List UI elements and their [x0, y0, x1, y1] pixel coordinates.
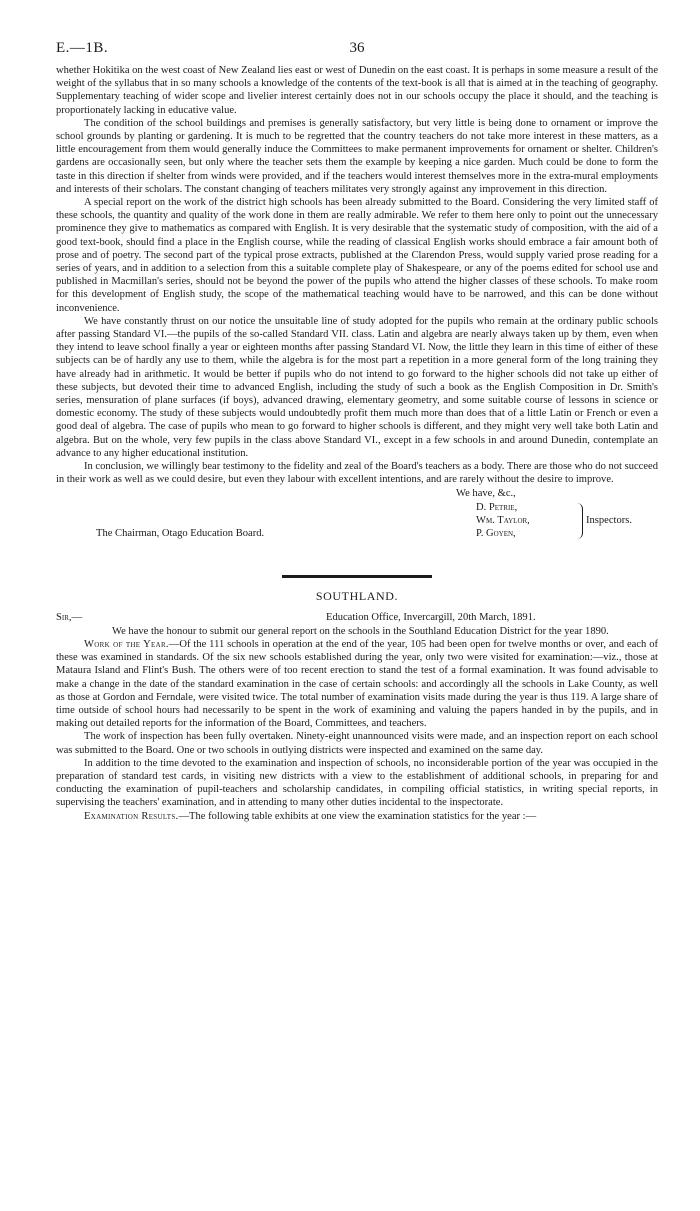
signatory-petrie: D. Petrie, [476, 501, 518, 513]
paragraph-intro: We have the honour to submit our general report on the schools in the Southland Education District for the year 1890. [112, 625, 609, 637]
signature-block [56, 487, 658, 567]
exam-results-text: —The following table exhibits at one view the examination statistics for the year :— [178, 810, 537, 822]
addressee: The Chairman, Otago Education Board. [96, 527, 265, 539]
paragraph-inspection: The work of inspection has been fully overtaken. Ninety-eight unannounced visits were made, and an inspection report on each school was submitted to the Board. One or two schools in outlying districts were inspected and examined on the same day. [56, 731, 658, 756]
heading-exam-results: Examination Results. [84, 810, 179, 822]
paragraph-standard-seven: We have constantly thrust on our notice the unsuitable line of study adopted for the pupils who remain at the ordinary public schools after passing Standard VI.—the pupils of the so-called Standard VII. class. Latin and algebra are nearly always taken up by them, even when they intend to leave school finally a year or eighteen months after passing Standard VI. Now, the little they learn in this time of either of these subjects can be of hardly any use to them, while the algebra is for the most part a repetition in a more general form of the long training they have already had in arithmetic. It would be better if pupils who do not intend to go forward to the higher schools did not take up either of these subjects, but devoted their time to advanced English, including the study of such a book as the English Composition in Dr. Smith's series, mensuration of plane surfaces (if boys), advanced drawing, elementary geometry, and some suitable course of lessons in science or domestic economy. The study of these subjects would undoubtedly profit them much more than does that of a little Latin or French or even a good deal of algebra. The case of pupils who mean to go forward to higher schools is different, and they might very well take both Latin and algebra. But on the whole, very few pupils in the class above Standard VI., except in a few schools in and around Dunedin, contemplate an advance to any higher educational institution. [56, 315, 658, 459]
brace-symbol [576, 503, 583, 539]
paragraph-conclusion: In conclusion, we willingly bear testimony to the fidelity and zeal of the Board's teachers as a body. There are those who do not succeed in their work as well as we could desire, but even they labour with excellent intentions, and are rarely without the desire to improve. [56, 461, 658, 486]
paragraph-school-buildings: The condition of the school buildings and premises is generally satisfactory, but very little is being done to ornament or improve the school grounds by planting or gardening. It is much to be regretted that the country teachers do not take more interest in these matters, as a little encouragement from them would generally induce the Committees to make permanent improvements for ornament or shelter. Children's gardens are occasionally seen, but only where the teacher sets them the example by keeping a nice garden. Much could be done to form the taste in this direction if shelter from winds were provided, and if the teachers would interest themselves more in the extra-mural employments and interests of their scholars. The constant changing of teachers militates very strongly against any improvement in this direction. [56, 117, 658, 195]
work-of-year-text: —Of the 111 schools in operation at the end of the year, 105 had been open for twelve months or over, and each of these was examined in standards. Of the six new schools established during the year, only two were visited for examination:—viz., those at Mataura Island and Flint's Bush. The others were of too recent erection to stand the test of a formal examination. It was found advisable to make a change in the date of the standard examination in the case of certain schools: and accordingly all the schools in Lake County, as well as those at Gordon and Ferndale, were visited twice. The total number of examination visits made during the year is thus 119. A large share of time outside of school hours had necessarily to be spent in the work of examining and valuing the papers handed in by the pupils, and in making out detailed reports for the information of the Board, Committees, and teachers. [56, 638, 658, 730]
section-divider [282, 575, 432, 578]
signatory-goyen: P. Goyen, [476, 527, 516, 539]
paragraph-district-high-schools: A special report on the work of the district high schools has been already submitted to the Board. Considering the very limited staff of these schools, the quantity and quality of the work done in them are really admirable. We refer to them here only to point out the unnecessary prominence they give to mathematics as compared with English. It is very desirable that the systematic study of composition, with the aid of a good text-book, should find a place in the English course, while the reading of classical English works should embrace a fair amount both of prose and of poetry. The second part of the typical prose extracts, published at the Clarendon Press, would supply varied prose reading for a series of years, and in addition to a selection from this a suitable complete play of Shakespeare, or any of the poems edited for school use and published in Macmillan's series, should not be beyond the power of the pupils who attend the higher classes of these schools. To make room for this development of English study, the scope of the mathematical teaching would have to be narrowed, and this can be done without inconvenience. [56, 197, 658, 314]
paragraph-geography: whether Hokitika on the west coast of New Zealand lies east or west of Dunedin on the east coast. It is perhaps in some measure a result of the weight of the syllabus that in so many schools a knowledge of the contents of the text-book is all that is aimed at in the teaching of geography. Supplementary teaching of wider scope and livelier interest certainly does not in our schools occupy the place it should, and the teaching is proportionately lacking in educative value. [56, 65, 658, 116]
heading-work-of-year: Work of the Year. [84, 638, 169, 650]
paragraph-work-of-year [56, 638, 658, 730]
signatory-role: Inspectors. [586, 514, 632, 526]
signatory-taylor: Wm. Taylor, [476, 514, 530, 526]
page-header [56, 34, 658, 64]
dateline [56, 611, 658, 625]
paragraph-exam-results [56, 810, 658, 823]
salutation: Sir,— [56, 611, 83, 623]
otago-report-body [56, 64, 658, 487]
signoff: We have, &c., [456, 487, 516, 499]
document-reference: E.—1B. [56, 40, 109, 56]
paragraph-other-duties: In addition to the time devoted to the examination and inspection of schools, no inconsiderable portion of the year was occupied in the preparation of standard test cards, in visiting new districts with a view to the establishment of additional schools, in preparing for and conducting the examination of pupil-teachers and scholarship candidates, in compiling official statistics, in writing special reports, in supervising the teachers' examination, and in attending to many other duties incidental to the inspectorate. [56, 757, 658, 809]
office-date: Education Office, Invercargill, 20th March, 1891. [326, 611, 536, 623]
section-title: SOUTHLAND. [315, 588, 399, 603]
page-number: 36 [349, 40, 365, 56]
